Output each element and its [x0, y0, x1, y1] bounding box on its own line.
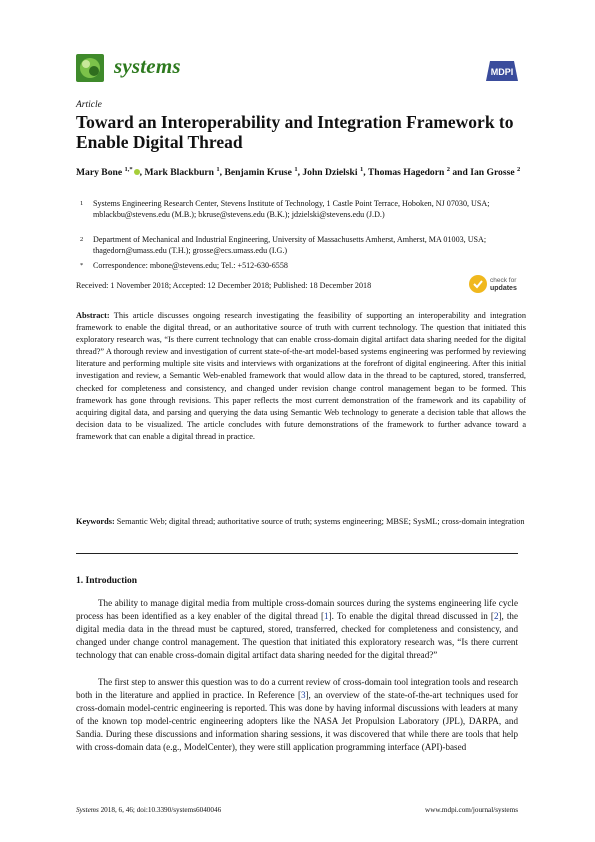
section-heading: 1. Introduction [76, 576, 138, 586]
citation-link[interactable]: 2 [493, 611, 499, 622]
abstract-text: This article discusses ongoing research investigating the feasibility of supporting an interoperability and integration framework to enable the digital thread, or an authoritative source of truth with current technology. The question that initiated this exploratory research was, “Is there current technology that can enable cross-domain digital artifact data sharing needed for the digital thread?” A thorough review and investigation of current state-of-the-art model-based systems engineering was performed by reviewing literature and performing multiple site visits and interviews with organizations at the forefront of digital engineering. After this initial investigation and review, a Semantic Web-enabled framework that would allow data in the thread to be captured, stored, transferred, checked for completeness and consistency, and changed under revision change control management began to be formed. This framework has gone through revisions. This paper reflects the most current demonstration of the framework and its capability of acquiring digital data, and parsing and querying the data using Semantic Web technology to generate a decision table that allows the decision data to be visualized. The article concludes with future demonstrations of the framework to further advance toward a framework that can enable a digital thread in practice. [76, 311, 526, 441]
journal-name: systems [114, 54, 181, 78]
affiliation-number: 2 [80, 236, 84, 243]
author-name: Benjamin Kruse [224, 167, 292, 179]
author-name: Mark Blackburn [144, 167, 215, 179]
author-affil: 1,* [124, 166, 133, 173]
article-type: Article [76, 100, 102, 110]
footer-citation [76, 806, 221, 814]
author-name: Ian Grosse [470, 167, 515, 179]
author-affil: 2 [446, 166, 450, 173]
abstract-label: Abstract: [76, 311, 110, 320]
affiliation-text: Correspondence: mbone@stevens.edu; Tel.: +512-630-6558 [93, 261, 288, 270]
citation-link[interactable]: 1 [324, 611, 329, 622]
intro-paragraph-1: The ability to manage digital media from multiple cross-domain sources during the systems engineering life cycle process has been identified as a key enabler of the digital thread [1]. To enable the digital thread discussed in [2], the digital media data in the thread must be captured, stored, transferred, checked for completeness and consistency, and changed under change control management. The question that initiated this exploratory research was, “Is there current technology that can enable cross-domain digital artifact data sharing needed for the digital thread?” [76, 598, 519, 661]
keywords [76, 516, 526, 528]
author-affil: 1 [359, 166, 364, 173]
affiliation-text: Department of Mechanical and Industrial Engineering, University of Massachusetts Amherst, Amherst, MA 01003, USA; thagedorn@umass.edu (T.H.); grosse@ecs.umass.edu (I.G.) [93, 235, 487, 256]
citation-link[interactable]: 3 [300, 690, 306, 701]
section-divider [76, 553, 518, 554]
mdpi-logo-text: MDPI [490, 67, 514, 77]
check-updates-line1: check for [490, 277, 517, 284]
author-name: John Dzielski [302, 167, 358, 179]
affiliation-text: Systems Engineering Research Center, Stevens Institute of Technology, 1 Castle Point Terrace, Hoboken, NJ 07030, USA; mblackbu@stevens.edu (M.B.); bkruse@stevens.edu (B.K.); jdzielski@stevens.edu (J.D.) [93, 199, 490, 220]
author-orcid-icon[interactable] [134, 169, 140, 175]
author-affil: 1 [294, 166, 298, 173]
footer-journal: Systems [76, 806, 99, 814]
correspondence [76, 260, 526, 271]
intro-paragraph-2: The first step to answer this question was to do a current review of cross-domain tool integration tools and research both in the literature and applied in practice. In Reference [3], an overview of the state-of-the-art techniques used for cross-domain model-centric engineering is reported. This was done by having informal discussions with leaders at many of the known top model-centric engineering adopters like the NASA Jet Propulsion Laboratory (JPL), DARPA, and Sandia. During these discussions and information sharing sessions, it was discovered that while there are tools that help with cross-domain data (e.g., ModelCenter), they were still application programming interface (API)-based [76, 677, 518, 753]
affiliation-1 [76, 198, 526, 220]
keywords-text: Semantic Web; digital thread; authoritative source of truth; systems engineering; MBSE; SysML; cross-domain integration [116, 517, 525, 526]
affiliation-2 [76, 234, 526, 256]
author-affil: 1 [216, 166, 220, 173]
affiliation-number: * [80, 262, 84, 269]
check-updates-line2: updates [490, 285, 517, 292]
author-list: Mary Bone $^{1,*}$ , Mark Blackburn $^1$, Benjamin Kruse $^1$, John Dzielski $^1$, Thomas Hagedorn $^2$ and Ian Grosse $^2$ [76, 166, 521, 179]
affiliation-number: 1 [80, 200, 84, 207]
publication-dates: Received: 1 November 2018; Accepted: 12 December 2018; Published: 18 December 2018 [76, 281, 372, 290]
author-name: Mary Bone [76, 167, 123, 179]
author-name: Thomas Hagedorn [367, 167, 445, 179]
abstract [76, 310, 526, 443]
check-for-updates-button[interactable] [468, 273, 528, 295]
mdpi-logo-icon [484, 59, 520, 83]
keywords-label: Keywords: [76, 517, 115, 526]
footer-doi: 2018, 6, 46; doi:10.3390/systems6040046 [100, 806, 222, 814]
author-affil: 2 [517, 166, 521, 173]
journal-logo-icon [76, 54, 104, 82]
footer-url[interactable]: www.mdpi.com/journal/systems [425, 806, 518, 814]
paper-title: Toward an Interoperability and Integration Framework to Enable Digital Thread [76, 112, 514, 152]
